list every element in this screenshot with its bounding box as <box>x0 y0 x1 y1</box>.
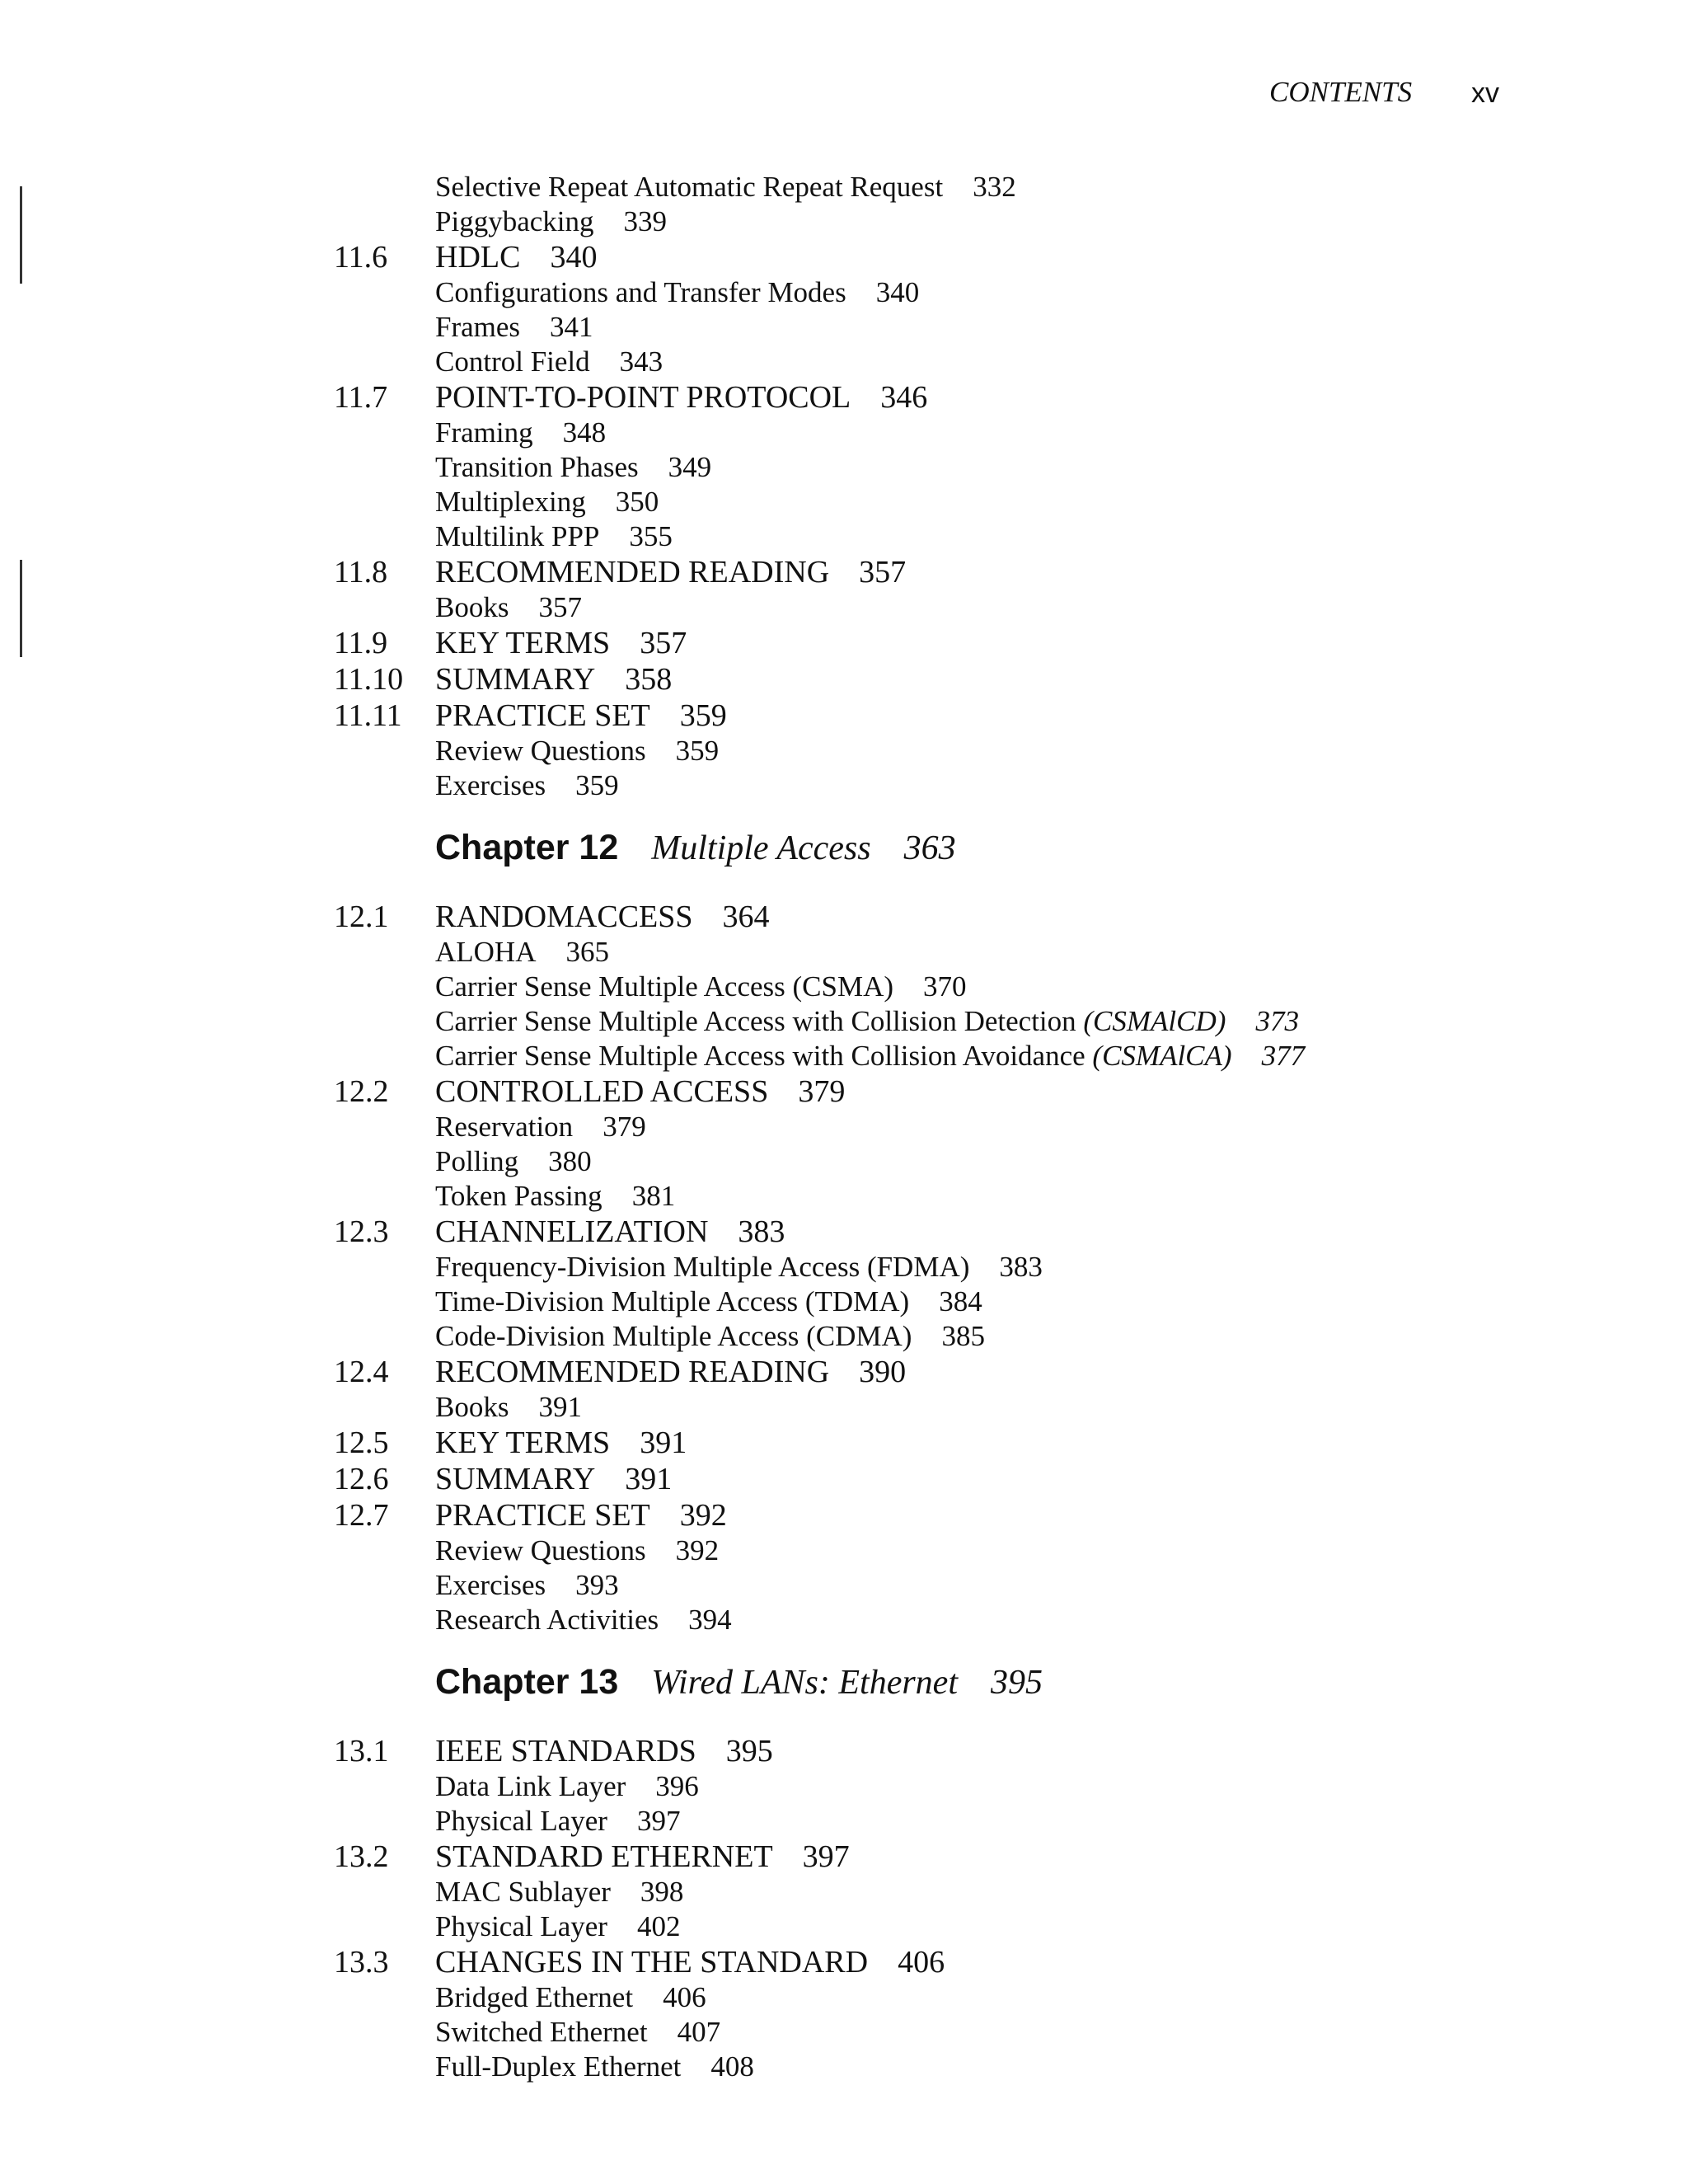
subsection-title: Carrier Sense Multiple Access with Collision Avoidance <box>435 1040 1085 1072</box>
page-number: 355 <box>629 520 673 552</box>
entry-line <box>435 1214 785 1250</box>
subsection-title: Books <box>435 591 509 623</box>
subsection-title: Selective Repeat Automatic Repeat Request <box>435 171 944 203</box>
toc-subsection <box>0 1804 1688 1839</box>
toc-subsection <box>0 768 1688 803</box>
subsection-title: Physical Layer <box>435 1910 607 1942</box>
entry-line <box>435 1110 646 1144</box>
entry-line <box>435 1073 845 1110</box>
page-number: 392 <box>675 1534 720 1566</box>
page-number: 383 <box>738 1214 785 1249</box>
entry-line <box>435 1179 675 1214</box>
toc-section <box>0 379 1688 416</box>
page-number: 341 <box>550 311 593 343</box>
section-title: SUMMARY <box>435 1462 596 1496</box>
section-title: RECOMMENDED READING <box>435 1355 830 1389</box>
entry-line <box>435 345 663 379</box>
toc-section <box>0 1425 1688 1461</box>
toc-section <box>0 1073 1688 1110</box>
page-number: 379 <box>798 1074 846 1109</box>
page-number: 397 <box>802 1839 850 1874</box>
toc-subsection <box>0 416 1688 450</box>
toc-subsection <box>0 1039 1688 1073</box>
chapter-heading <box>0 803 1688 899</box>
subsection-title: Full-Duplex Ethernet <box>435 2050 682 2083</box>
subsection-title: Token Passing <box>435 1180 603 1212</box>
section-number: 13.3 <box>334 1945 389 1980</box>
toc-section <box>0 1839 1688 1875</box>
entry-line <box>435 1733 773 1769</box>
section-number: 11.6 <box>334 240 388 275</box>
page-number: 370 <box>923 970 967 1003</box>
page-number: 395 <box>725 1734 773 1768</box>
toc-section <box>0 239 1688 275</box>
page-number: 340 <box>550 240 598 275</box>
subsection-title: Code-Division Multiple Access (CDMA) <box>435 1320 912 1352</box>
page-number: 406 <box>898 1945 945 1980</box>
entry-line <box>435 590 582 625</box>
subsection-title: Data Link Layer <box>435 1770 626 1802</box>
subsection-title: Multilink PPP <box>435 520 600 552</box>
section-number: 13.1 <box>334 1734 389 1768</box>
subsection-title: Configurations and Transfer Modes <box>435 276 846 308</box>
entry-line <box>435 485 659 519</box>
toc-subsection <box>0 1004 1688 1039</box>
entry-line <box>435 1568 619 1603</box>
entry-line <box>435 416 606 450</box>
section-title: CHANGES IN THE STANDARD <box>435 1945 869 1980</box>
entry-line <box>435 935 609 970</box>
section-number: 12.6 <box>334 1462 389 1496</box>
section-number: 11.8 <box>334 555 388 589</box>
toc-subsection <box>0 1980 1688 2015</box>
chapter-title: Multiple Access <box>651 829 871 867</box>
subsection-title: Multiplexing <box>435 486 586 518</box>
toc-section <box>0 1461 1688 1497</box>
section-title: KEY TERMS <box>435 1425 611 1460</box>
subsection-title: Review Questions <box>435 735 646 767</box>
toc-subsection <box>0 1250 1688 1285</box>
toc-section <box>0 697 1688 734</box>
page-number: 379 <box>603 1111 646 1143</box>
entry-line <box>435 1533 719 1568</box>
toc-section <box>0 1944 1688 1980</box>
page-number: 385 <box>941 1320 985 1352</box>
entry-line <box>435 1804 680 1839</box>
page-number: 396 <box>655 1770 699 1802</box>
entry-line <box>435 379 927 416</box>
toc-subsection <box>0 970 1688 1004</box>
section-title: CONTROLLED ACCESS <box>435 1074 769 1109</box>
subsection-title: Physical Layer <box>435 1805 607 1837</box>
subsection-title: MAC Sublayer <box>435 1876 611 1908</box>
subsection-title: Frames <box>435 311 521 343</box>
chapter-label: Chapter 12 <box>435 828 619 867</box>
page-number: 406 <box>663 1981 706 2013</box>
subsection-title: Reservation <box>435 1111 574 1143</box>
page-number: 384 <box>939 1285 982 1317</box>
toc-subsection <box>0 2015 1688 2050</box>
subsection-title: Exercises <box>435 769 546 801</box>
page-number: 398 <box>640 1876 684 1908</box>
subsection-title: Switched Ethernet <box>435 2016 648 2048</box>
toc-section <box>0 554 1688 590</box>
page-number: 364 <box>722 899 770 934</box>
page-number: 383 <box>999 1251 1043 1283</box>
running-title: CONTENTS <box>1269 76 1413 108</box>
section-title: SUMMARY <box>435 662 596 697</box>
toc-subsection <box>0 450 1688 485</box>
entry-line <box>435 170 1016 204</box>
entry-line <box>435 239 597 275</box>
page-number: 358 <box>625 662 673 697</box>
page-number: 397 <box>636 1805 681 1837</box>
section-number: 12.5 <box>334 1425 389 1460</box>
running-head <box>1269 76 1499 109</box>
entry-line <box>435 970 967 1004</box>
entry-line <box>435 1319 985 1354</box>
entry-line <box>435 734 719 768</box>
toc-section <box>0 1214 1688 1250</box>
section-number: 11.7 <box>334 380 388 415</box>
table-of-contents <box>0 170 1688 2084</box>
toc-section <box>0 1497 1688 1533</box>
page-number: 391 <box>538 1391 582 1423</box>
entry-line <box>435 1250 1043 1285</box>
entry-line <box>435 661 672 697</box>
page-number: 373 <box>1255 1005 1299 1037</box>
entry-line <box>435 1004 1299 1039</box>
page-folio: xv <box>1471 77 1499 109</box>
chapter-title-line <box>435 1656 1043 1711</box>
subsection-title: Bridged Ethernet <box>435 1981 634 2013</box>
toc-subsection <box>0 485 1688 519</box>
entry-line <box>435 1944 945 1980</box>
section-title: KEY TERMS <box>435 626 611 660</box>
toc-subsection <box>0 1319 1688 1354</box>
subsection-title: Carrier Sense Multiple Access with Collision Detection <box>435 1005 1076 1037</box>
page-number: 349 <box>668 451 712 483</box>
subsection-title: Time-Division Multiple Access (TDMA) <box>435 1285 910 1317</box>
entry-line <box>435 450 711 485</box>
toc-subsection <box>0 1110 1688 1144</box>
page-number: 380 <box>548 1145 592 1177</box>
page-number: 407 <box>677 2016 721 2048</box>
page-number: 392 <box>679 1498 727 1533</box>
toc-subsection <box>0 519 1688 554</box>
toc-subsection <box>0 1533 1688 1568</box>
entry-line <box>435 1144 592 1179</box>
entry-line <box>435 2050 754 2084</box>
entry-line <box>435 768 619 803</box>
subsection-title: Carrier Sense Multiple Access (CSMA) <box>435 970 894 1003</box>
page-number: 357 <box>538 591 582 623</box>
page-number: 408 <box>710 2050 754 2083</box>
entry-line <box>435 519 673 554</box>
subsection-title: ALOHA <box>435 936 537 968</box>
section-number: 12.7 <box>334 1498 389 1533</box>
section-number: 13.2 <box>334 1839 389 1874</box>
entry-line <box>435 1497 727 1533</box>
page-number: 359 <box>679 698 727 733</box>
page-number: 359 <box>575 769 619 801</box>
subsection-title: Transition Phases <box>435 451 639 483</box>
page-number: 402 <box>636 1910 681 1942</box>
entry-line <box>435 310 593 345</box>
toc-section <box>0 899 1688 935</box>
toc-section <box>0 625 1688 661</box>
subsection-title: Control Field <box>435 345 590 378</box>
chapter-page-number: 363 <box>903 829 956 867</box>
section-number: 11.9 <box>334 626 388 660</box>
subsection-title-abbrev: (CSMAlCA) <box>1092 1040 1232 1072</box>
entry-line <box>435 1461 672 1497</box>
toc-subsection <box>0 345 1688 379</box>
page-number: 343 <box>619 345 663 378</box>
section-number: 11.10 <box>334 662 404 697</box>
section-number: 11.11 <box>334 698 402 733</box>
toc-subsection <box>0 1144 1688 1179</box>
section-number: 12.2 <box>334 1074 389 1109</box>
toc-subsection <box>0 204 1688 239</box>
page-number: 350 <box>615 486 659 518</box>
entry-line <box>435 625 687 661</box>
toc-subsection <box>0 1603 1688 1637</box>
subsection-title: Frequency-Division Multiple Access (FDMA) <box>435 1251 970 1283</box>
entry-line <box>435 1425 687 1461</box>
page-number: 339 <box>623 205 667 237</box>
toc-subsection <box>0 590 1688 625</box>
chapter-label: Chapter 13 <box>435 1662 619 1702</box>
toc-subsection <box>0 1390 1688 1425</box>
section-title: CHANNELIZATION <box>435 1214 709 1249</box>
section-number: 12.1 <box>334 899 389 934</box>
toc-subsection <box>0 2050 1688 2084</box>
entry-line <box>435 1769 699 1804</box>
subsection-title: Polling <box>435 1145 519 1177</box>
chapter-page-number: 395 <box>991 1664 1043 1702</box>
page-number: 381 <box>631 1180 676 1212</box>
subsection-title: Piggybacking <box>435 205 594 237</box>
subsection-title: Framing <box>435 416 533 449</box>
section-title: IEEE STANDARDS <box>435 1734 696 1768</box>
page-number: 394 <box>688 1604 732 1636</box>
page-number: 391 <box>640 1425 687 1460</box>
toc-subsection <box>0 170 1688 204</box>
toc-section <box>0 1733 1688 1769</box>
subsection-title: Review Questions <box>435 1534 646 1566</box>
entry-line <box>435 899 770 935</box>
subsection-title: Exercises <box>435 1569 546 1601</box>
section-title: RANDOMACCESS <box>435 899 693 934</box>
entry-line <box>435 1354 906 1390</box>
toc-subsection <box>0 734 1688 768</box>
toc-subsection <box>0 935 1688 970</box>
page-number: 348 <box>562 416 607 449</box>
toc-subsection <box>0 1568 1688 1603</box>
page-number: 365 <box>565 936 609 968</box>
page-number: 391 <box>625 1462 673 1496</box>
section-number: 12.4 <box>334 1355 389 1389</box>
section-title: HDLC <box>435 240 521 275</box>
toc-subsection <box>0 1769 1688 1804</box>
entry-line <box>435 1390 582 1425</box>
section-title: PRACTICE SET <box>435 698 650 733</box>
toc-section <box>0 1354 1688 1390</box>
section-title: RECOMMENDED READING <box>435 555 830 589</box>
page-number: 377 <box>1261 1040 1306 1072</box>
toc-subsection <box>0 1875 1688 1909</box>
page-number: 393 <box>575 1569 619 1601</box>
chapter-title: Wired LANs: Ethernet <box>651 1664 958 1702</box>
page-number: 357 <box>859 555 907 589</box>
page-number: 346 <box>880 380 928 415</box>
section-title: STANDARD ETHERNET <box>435 1839 773 1874</box>
entry-line <box>435 1875 683 1909</box>
page-number: 340 <box>875 276 920 308</box>
subsection-title: Research Activities <box>435 1604 659 1636</box>
entry-line <box>435 275 919 310</box>
entry-line <box>435 1039 1305 1073</box>
entry-line <box>435 697 727 734</box>
toc-subsection <box>0 310 1688 345</box>
entry-line <box>435 2015 720 2050</box>
chapter-heading <box>0 1637 1688 1733</box>
toc-subsection <box>0 1909 1688 1944</box>
chapter-title-line <box>435 821 956 876</box>
entry-line <box>435 204 667 239</box>
section-title: PRACTICE SET <box>435 1498 650 1533</box>
toc-subsection <box>0 1285 1688 1319</box>
page-number: 357 <box>640 626 687 660</box>
entry-line <box>435 1909 680 1944</box>
toc-section <box>0 661 1688 697</box>
entry-line <box>435 1839 850 1875</box>
toc-subsection <box>0 275 1688 310</box>
entry-line <box>435 1285 982 1319</box>
toc-subsection <box>0 1179 1688 1214</box>
subsection-title-abbrev: (CSMAlCD) <box>1083 1005 1226 1037</box>
entry-line <box>435 1980 706 2015</box>
entry-line <box>435 554 906 590</box>
section-title: POINT-TO-POINT PROTOCOL <box>435 380 851 415</box>
page-number: 390 <box>859 1355 907 1389</box>
page-number: 332 <box>973 171 1016 203</box>
page-number: 359 <box>675 735 720 767</box>
entry-line <box>435 1603 732 1637</box>
subsection-title: Books <box>435 1391 509 1423</box>
section-number: 12.3 <box>334 1214 389 1249</box>
